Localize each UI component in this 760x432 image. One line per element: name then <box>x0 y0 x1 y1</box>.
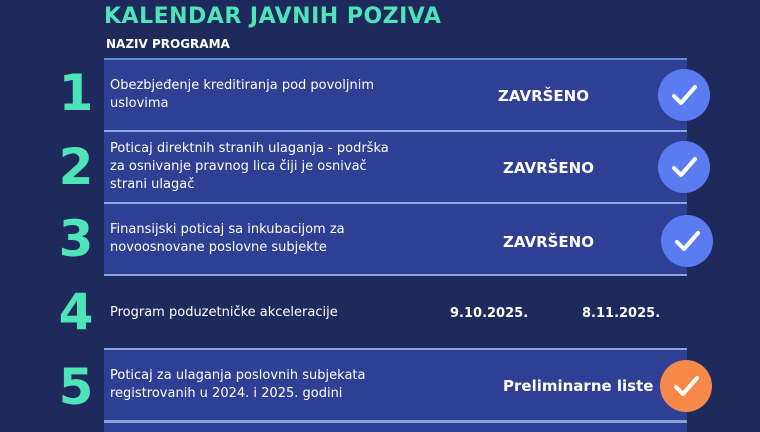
program-row-1[interactable] <box>104 60 687 132</box>
program-row-2[interactable] <box>104 132 687 204</box>
program-name: Obezbjeđenje kreditiranja pod povoljnim uslovima <box>110 78 374 111</box>
check-icon <box>658 141 710 193</box>
program-name: Poticaj direktnih stranih ulaganja - podrška za osnivanje pravnog lica čiji je osnivač strani ulagač <box>110 141 389 192</box>
row-number-4: 4 <box>58 283 94 341</box>
program-row-4[interactable] <box>104 278 687 350</box>
start-date: 9.10.2025. <box>450 306 529 321</box>
status-text: Preliminarne liste <box>503 377 654 395</box>
program-row-5[interactable] <box>104 350 687 422</box>
status-text: ZAVRŠENO <box>503 159 594 177</box>
status-text: ZAVRŠENO <box>498 87 589 105</box>
program-name: Finansijski poticaj sa inkubacijom za novoosnovane poslovne subjekte <box>110 222 345 255</box>
program-name: Program poduzetničke akceleracije <box>110 305 338 320</box>
row-number-2: 2 <box>58 138 94 196</box>
row-number-3: 3 <box>58 210 94 268</box>
check-icon <box>660 360 712 412</box>
page-title: KALENDAR JAVNIH POZIVA <box>104 4 442 29</box>
program-name: Poticaj za ulaganja poslovnih subjekata registrovanih u 2024. i 2025. godini <box>110 368 366 401</box>
program-row-3[interactable] <box>104 204 687 276</box>
row-number-1: 1 <box>58 64 94 122</box>
status-text: ZAVRŠENO <box>503 233 594 251</box>
column-label: NAZIV PROGRAMA <box>106 37 230 51</box>
table-bottom-edge <box>104 421 687 432</box>
row-number-5: 5 <box>58 358 94 416</box>
end-date: 8.11.2025. <box>582 306 661 321</box>
check-icon <box>658 69 710 121</box>
check-icon <box>661 215 713 267</box>
